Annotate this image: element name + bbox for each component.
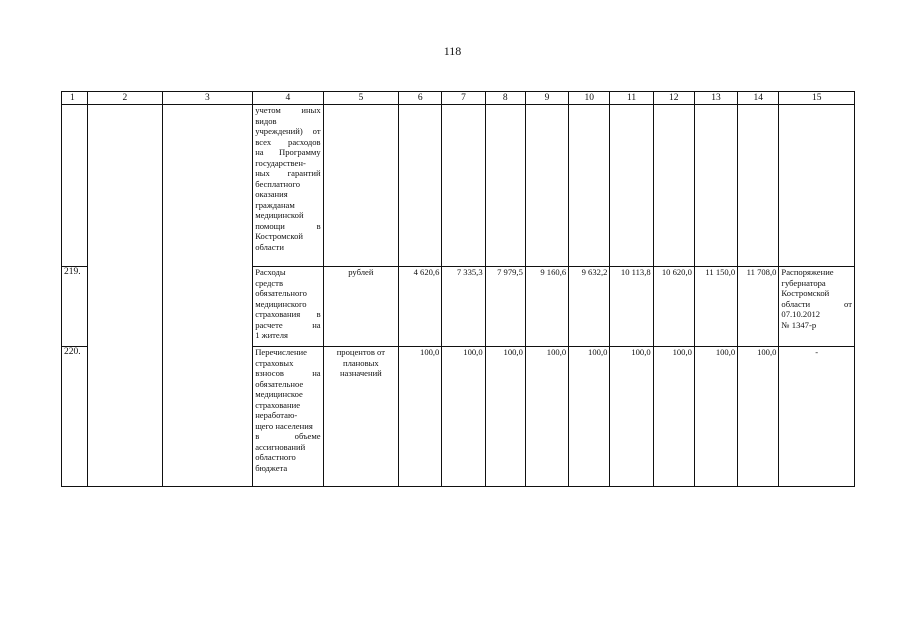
text-line: помощи в — [255, 220, 321, 231]
table-row-continuation — [62, 105, 855, 267]
text-line: на Программу — [255, 147, 321, 157]
text-line: медицинского — [255, 298, 307, 309]
column-3-cell — [162, 105, 253, 487]
unit-cell — [323, 105, 398, 267]
value-cell: 100,0 — [525, 347, 568, 487]
value-cell: 10 620,0 — [653, 267, 694, 347]
value-cell — [610, 105, 653, 267]
value-cell: 4 620,6 — [399, 267, 442, 347]
text-line: - — [815, 347, 819, 357]
text-line: области от — [781, 298, 852, 309]
text-line: страховых — [255, 357, 294, 368]
header-cell: 3 — [162, 92, 253, 105]
text-line: обязательного — [255, 288, 307, 298]
text-line: оказания — [255, 189, 288, 199]
header-cell: 2 — [88, 92, 162, 105]
text-line: бесплатного — [255, 178, 301, 189]
unit-cell — [323, 347, 398, 487]
text-line: губернатора — [781, 277, 826, 288]
header-cell: 6 — [399, 92, 442, 105]
text-line: процентов от — [336, 347, 385, 357]
text-line: учреждений) от — [255, 126, 321, 136]
text-line: неработаю- — [255, 410, 298, 420]
indicator-name-cell — [253, 347, 323, 487]
value-cell: 11 150,0 — [694, 267, 737, 347]
text-line: в объеме — [255, 431, 321, 441]
text-line: обязательное — [255, 378, 304, 389]
value-cell — [738, 105, 779, 267]
value-cell — [399, 105, 442, 267]
text-line: медицинской — [255, 210, 304, 220]
row-number-cell: 219. — [62, 267, 88, 347]
text-line: гражданам — [255, 199, 295, 210]
text-line: назначений — [339, 368, 382, 378]
text-line: Костромской — [781, 288, 830, 298]
text-line: взносов на — [255, 368, 321, 378]
text-line: ных гарантий — [255, 168, 321, 178]
value-cell: 100,0 — [399, 347, 442, 487]
header-cell: 7 — [442, 92, 485, 105]
text-line: Костромской — [255, 231, 303, 241]
value-cell: 100,0 — [694, 347, 737, 487]
header-cell: 4 — [253, 92, 323, 105]
text-line: Распоряжение — [781, 267, 834, 277]
indicators-table — [61, 91, 855, 487]
text-line: области — [255, 241, 284, 252]
value-cell — [442, 105, 485, 267]
text-line: 1 жителя — [255, 330, 288, 340]
value-cell: 9 632,2 — [569, 267, 610, 347]
text-line: учетом иных — [255, 105, 321, 115]
document-cell — [779, 347, 855, 487]
text-line: медицинское — [255, 389, 303, 399]
text-line: страхование — [255, 399, 301, 410]
text-line: 07.10.2012 — [781, 309, 821, 319]
row-number-cell: 220. — [62, 347, 88, 487]
value-cell: 10 113,8 — [610, 267, 653, 347]
value-cell: 100,0 — [653, 347, 694, 487]
text-line: Перечисление — [255, 347, 307, 357]
header-row — [62, 92, 855, 105]
indicator-name-cell — [253, 267, 323, 347]
value-cell: 100,0 — [442, 347, 485, 487]
header-cell: 14 — [738, 92, 779, 105]
row-number-cell — [62, 105, 88, 267]
header-cell: 10 — [569, 92, 610, 105]
text-line: средств — [255, 277, 283, 288]
header-cell: 15 — [779, 92, 855, 105]
indicator-name-cell — [253, 105, 323, 267]
document-cell — [779, 105, 855, 267]
header-cell: 1 — [62, 92, 88, 105]
text-line: видов — [255, 115, 277, 126]
text-line: плановых — [342, 357, 379, 368]
header-cell: 8 — [485, 92, 525, 105]
header-cell: 13 — [694, 92, 737, 105]
value-cell: 9 160,6 — [525, 267, 568, 347]
text-line: бюджета — [255, 462, 288, 473]
value-cell: 100,0 — [569, 347, 610, 487]
text-line: щего населения — [255, 420, 313, 431]
value-cell: 100,0 — [738, 347, 779, 487]
text-line: ассигнований — [255, 441, 306, 452]
header-cell: 12 — [653, 92, 694, 105]
text-line: № 1347-р — [781, 319, 817, 330]
page-number: 118 — [443, 44, 462, 58]
value-cell: 100,0 — [485, 347, 525, 487]
value-cell: 100,0 — [610, 347, 653, 487]
header-cell: 11 — [610, 92, 653, 105]
value-cell: 11 708,0 — [738, 267, 779, 347]
text-line: рублей — [348, 267, 374, 277]
text-line: государствен- — [255, 157, 306, 168]
unit-cell — [323, 267, 398, 347]
value-cell — [653, 105, 694, 267]
value-cell — [694, 105, 737, 267]
text-line: Расходы — [255, 267, 286, 277]
document-cell — [779, 267, 855, 347]
value-cell — [525, 105, 568, 267]
column-2-cell — [88, 105, 162, 487]
value-cell — [485, 105, 525, 267]
value-cell: 7 979,5 — [485, 267, 525, 347]
text-line: страхования в — [255, 309, 321, 319]
value-cell — [569, 105, 610, 267]
text-line: всех расходов — [255, 136, 321, 147]
header-cell: 5 — [323, 92, 398, 105]
text-line: расчете на — [255, 319, 321, 330]
text-line: областного — [255, 452, 296, 462]
value-cell: 7 335,3 — [442, 267, 485, 347]
header-cell: 9 — [525, 92, 568, 105]
